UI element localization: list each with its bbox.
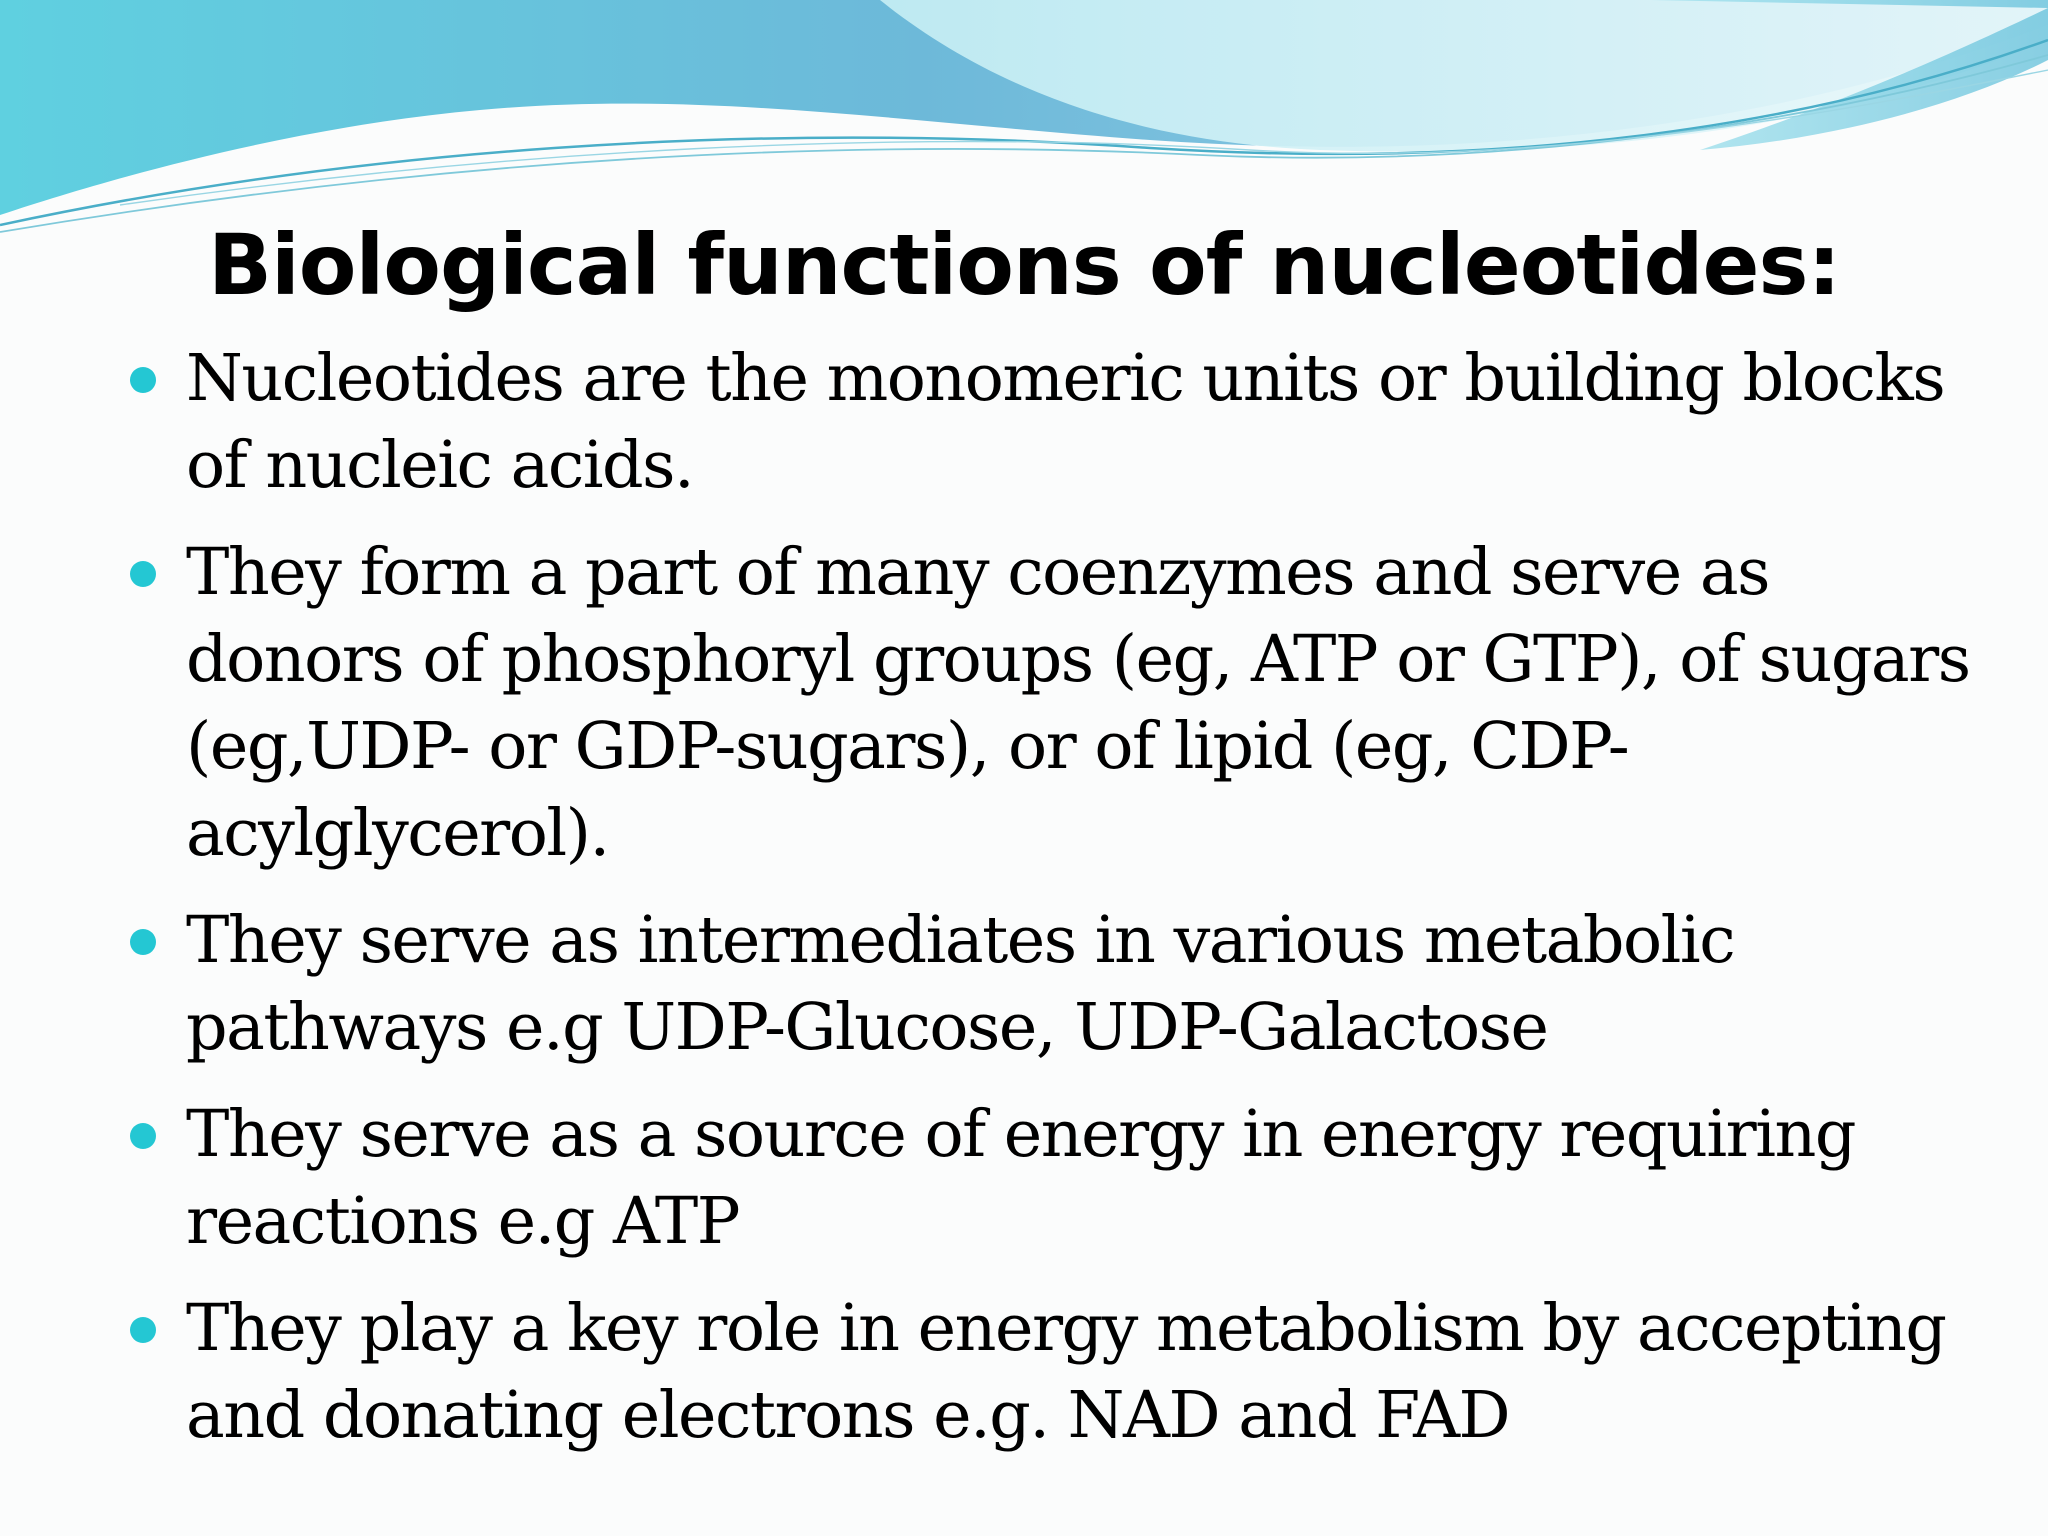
- bullet-dot-icon: [130, 561, 156, 587]
- list-item: [128, 1091, 1988, 1265]
- bullet-dot-icon: [130, 1317, 156, 1343]
- wave-header-decoration: [0, 0, 2048, 240]
- list-item: [128, 1285, 1988, 1459]
- bullet-text: They play a key role in energy metabolism by accepting and donating electrons e.g. NAD and FAD: [186, 1291, 1946, 1453]
- bullet-dot-icon: [130, 1123, 156, 1149]
- bullet-text: Nucleotides are the monomeric units or building blocks of nucleic acids.: [186, 341, 1945, 503]
- slide-title: Biological functions of nucleotides:: [207, 216, 1841, 314]
- list-item: [128, 335, 1988, 509]
- bullet-text: They form a part of many coenzymes and serve as donors of phosphoryl groups (eg, ATP or GTP), of sugars (eg,UDP- or GDP-sugars), or of lipid (eg, CDP-acylglycerol).: [186, 535, 1970, 871]
- list-item: [128, 529, 1988, 877]
- bullet-list: [128, 335, 1988, 1479]
- bullet-dot-icon: [130, 929, 156, 955]
- list-item: [128, 897, 1988, 1071]
- bullet-text: They serve as intermediates in various metabolic pathways e.g UDP-Glucose, UDP-Galactose: [186, 903, 1735, 1065]
- bullet-text: They serve as a source of energy in energy requiring reactions e.g ATP: [186, 1097, 1855, 1259]
- bullet-dot-icon: [130, 367, 156, 393]
